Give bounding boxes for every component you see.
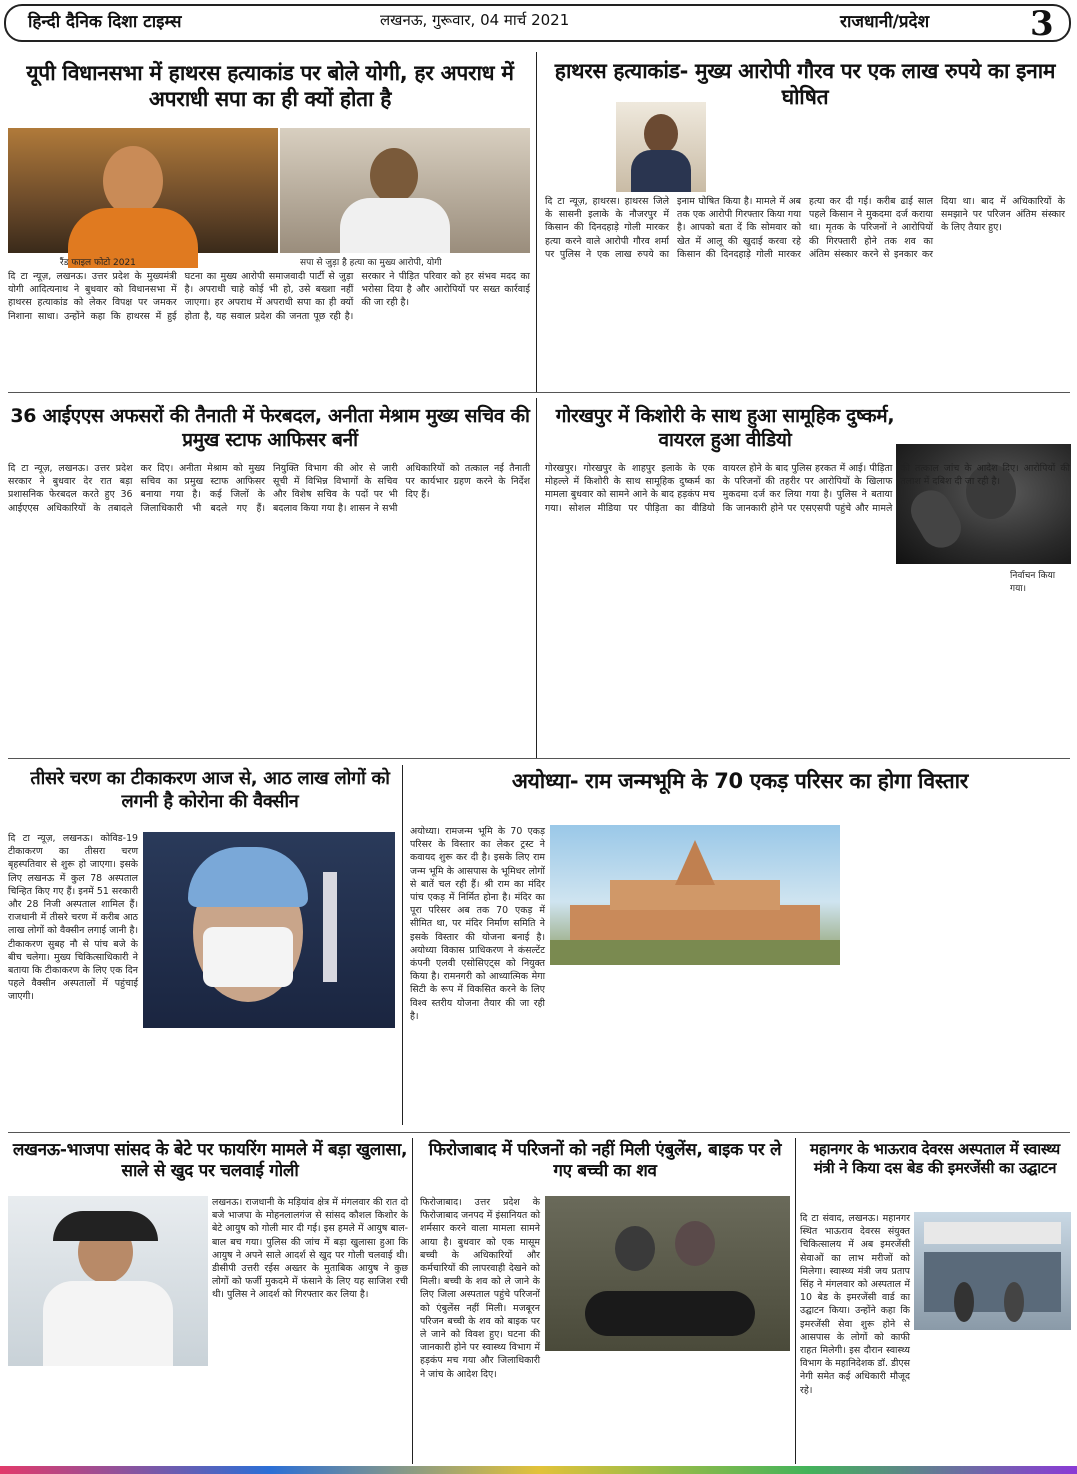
headline-devras-hospital: महानगर के भाऊराव देवरस अस्पताल में स्वास्थ्य मंत्री ने किया दस बेड की इमरजेंसी का उद्घाटन <box>810 1140 1060 1177</box>
story-body-firozabad-cont <box>545 1355 790 1462</box>
story-body-vaccination: दि टा न्यूज़, लखनऊ। कोविड-19 टीकाकरण का तीसरा चरण बृहस्पतिवार से शुरू हो जाएगा। इसके लिए लखनऊ में कुल 78 अस्पताल चिन्हित किए गए हैं। इनमें 51 सरकारी और 28 निजी अस्पताल शामिल हैं। राजधानी में तीसरे चरण में करीब आठ लाख लोगों को वैक्सीन लगाई जानी है। टीकाकरण सुबह नौ से पांच बजे के बीच चलेगा। मुख्य चिकित्साधिकारी ने बताया कि टीकाकरण के लिए एक दिन पहले वैक्सीन अस्पतालों में पहुंचाई जाएगी। <box>8 833 138 1003</box>
story-body-gorakhpur: गोरखपुर। गोरखपुर के शाहपुर इलाके के एक मोहल्ले में किशोरी के साथ सामूहिक दुष्कर्म का मामला बुधवार को सामने आने के बाद हड़कंप मच गया। सोशल मीडिया पर पीड़िता का वीडियो वायरल होने के बाद पुलिस हरकत में आई। पीड़िता के परिजनों की तहरीर पर आरोपियों के खिलाफ मुकदमा दर्ज कर लिया गया है। पुलिस ने बताया कि जानकारी होने पर एसएसपी पहुंचे और मामले की तत्काल जांच के आदेश दिए। आरोपियों की तलाश में दबिश दी जा रही है। <box>545 463 1070 514</box>
column-rule <box>536 52 537 392</box>
section-divider <box>8 758 1070 759</box>
page-number: 3 <box>1030 4 1054 44</box>
photo-yogi <box>8 128 278 253</box>
headline-hathras-reward: हाथरस हत्याकांड- मुख्य आरोपी गौरव पर एक लाख रुपये का इनाम घोषित <box>554 59 1056 110</box>
photo-ayush <box>8 1196 208 1366</box>
photo-bike-family <box>545 1196 790 1351</box>
story-body-ayodhya-right <box>845 825 1070 965</box>
column-rule <box>402 765 403 1125</box>
photo-caption-yogi: रैंड फाइल फोटो 2021 <box>60 258 136 268</box>
photo-hospital <box>914 1212 1071 1330</box>
section-divider <box>8 1132 1070 1133</box>
story-body-ayodhya-col1: अयोध्या। रामजन्म भूमि के 70 एकड़ परिसर के विस्तार का लेकर ट्रस्ट ने कवायद शुरू कर दी है। इसके लिए राम जन्म भूमि के आसपास के भूमिधर लोगों से बातें चल रही हैं। श्री राम का मंदिर पांच एकड़ में निर्मित होना है। मंदिर का पूरा परिसर अब तक 70 एकड़ में सीमित था, पर मंदिर निर्माण समिति ने इसके विस्तार की योजना बनाई है। अयोध्या विकास प्राधिकरण ने कंसल्टेंट कंपनी एलवी एसोसिएट्स को नियुक्त किया है। रामनगरी को आध्यात्मिक मेगा सिटी के रूप में विकसित करने के लिए विश्व स्तरीय योजना तैयार की जा रही है। <box>410 826 545 1022</box>
column-rule <box>536 398 537 758</box>
photo-vaccination <box>143 832 395 1028</box>
headline-hathras-assembly: यूपी विधानसभा में हाथरस हत्याकांड पर बोले योगी, हर अपराध में अपराधी सपा का ही क्यों होता है <box>26 61 514 112</box>
headline-gorakhpur: गोरखपुर में किशोरी के साथ हुआ सामूहिक दुष्कर्म, वायरल हुआ वीडियो <box>555 405 895 451</box>
section-title: राजधानी/प्रदेश <box>840 12 930 32</box>
column-rule <box>412 1138 413 1464</box>
story-body-devras-hospital: दि टा संवाद, लखनऊ। महानगर स्थित भाऊराव देवरस संयुक्त चिकित्सालय में अब इमरजेंसी सेवाओं का लाभ मरीजों को मिलेगा। स्वास्थ्य मंत्री जय प्रताप सिंह ने मंगलवार को अस्पताल में 10 बेड के इमरजेंसी वार्ड का उद्घाटन किया। उन्होंने कहा कि इमरजेंसी सेवा शुरू होने से आसपास के लोगों को काफी राहत मिलेगी। इस दौरान स्वास्थ्य विभाग के महानिदेशक डॉ. डीएस नेगी समेत कई अधिकारी मौजूद रहे। <box>800 1213 910 1396</box>
photo-caption-gorakhpur: निर्वाचन किया गया। <box>1010 571 1056 594</box>
headline-ias-transfer: 36 आईएएस अफसरों की तैनाती में फेरबदल, अनीता मेश्राम मुख्य सचिव की प्रमुख स्टाफ आफिसर बनीं <box>10 405 530 451</box>
column-rule <box>795 1138 796 1464</box>
date-line: लखनऊ, गुरूवार, 04 मार्च 2021 <box>380 11 570 29</box>
photo-official <box>616 102 706 192</box>
story-body-ias-transfer: दि टा न्यूज़, लखनऊ। उत्तर प्रदेश सरकार ने बुधवार देर रात बड़ा प्रशासनिक फेरबदल करते हुए 36 आईएएस अधिकारियों के तबादले कर दिए। अनीता मेश्राम को मुख्य सचिव का प्रमुख स्टाफ आफिसर बनाया गया है। कई जिलों के जिलाधिकारी भी बदले गए हैं। नियुक्ति विभाग की ओर से जारी सूची में विभिन्न विभागों के सचिव और विशेष सचिव के पदों पर भी बदलाव किया गया है। शासन ने सभी अधिकारियों को तत्काल नई तैनाती पर कार्यभार ग्रहण करने के निर्देश दिए हैं। <box>8 463 530 514</box>
story-body-hathras-reward: दि टा न्यूज़, हाथरस। हाथरस जिले के सासनी इलाके के नौजरपुर में किसान की दिनदहाड़े गोली मारकर हत्या करने वाले आरोपी गौरव शर्मा पर पुलिस ने एक लाख रुपये का इनाम घोषित किया है। मामले में अब तक एक आरोपी गिरफ्तार किया गया है। आपको बता दें कि सोमवार को खेत में आलू की खुदाई करवा रहे किसान की दिनदहाड़े गोली मारकर हत्या कर दी गई। करीब ढाई साल पहले किसान ने मुकदमा दर्ज कराया था। मृतक के परिजनों ने आरोपियों की गिरफ्तारी होने तक शव का अंतिम संस्कार करने से इनकार कर दिया था। बाद में अधिकारियों के समझाने पर परिजन अंतिम संस्कार के लिए तैयार हुए। <box>545 196 1065 260</box>
story-body-firozabad: फिरोजाबाद। उत्तर प्रदेश के फिरोजाबाद जनपद में इंसानियत को शर्मसार करने वाला मामला सामने आया है। बुधवार को एक मासूम बच्ची के अधिकारियों और कर्मचारियों की लापरवाही देखने को मिली। बच्ची के शव को ले जाने के लिए जिला अस्पताल पहुंचे परिजनों को एंबुलेंस नहीं मिली। मजबूरन परिजन बच्ची के शव को बाइक पर ले जाने को विवश हुए। घटना की जानकारी होने पर स्वास्थ्य विभाग में हड़कंप मच गया और जिलाधिकारी ने जांच के आदेश दिए। <box>420 1197 540 1380</box>
headline-lucknow-mp: लखनऊ-भाजपा सांसद के बेटे पर फायरिंग मामले में बड़ा खुलासा, साले से खुद पर चलवाई गोली <box>12 1140 408 1182</box>
headline-vaccination: तीसरे चरण का टीकाकरण आज से, आठ लाख लोगों को लगनी है कोरोना की वैक्सीन <box>30 768 390 812</box>
story-body-ayodhya <box>410 968 1070 1128</box>
headline-ayodhya: अयोध्या- राम जन्मभूमि के 70 एकड़ परिसर का होगा विस्तार <box>511 769 969 793</box>
headline-firozabad: फिरोजाबाद में परिजनों को नहीं मिली एंबुलेंस, बाइक पर ले गए बच्ची का शव <box>428 1140 782 1182</box>
masthead-ghost-print <box>18 42 538 62</box>
photo-ram-temple <box>550 825 840 965</box>
story-body-lucknow-mp: लखनऊ। राजधानी के मड़ियांव क्षेत्र में मंगलवार की रात दो बजे भाजपा के मोहनलालगंज से सांसद कौशल किशोर के बेटे आयुष को गोली मार दी गई। इस हमले में आयुष बाल-बाल बच गया। पुलिस की जांच में बड़ा खुलासा हुआ कि आयुष ने अपने साले आदर्श से खुद पर गोली चलवाई थी। डीसीपी उत्तरी रईस अख्तर के मुताबिक आयुष ने कुछ लोगों को फर्जी मुकदमे में फंसाने के लिए यह साजिश रची थी। पुलिस ने आदर्श को गिरफ्तार कर लिया है। <box>212 1197 408 1301</box>
photo-caption-assembly: सपा से जुड़ा है हत्या का मुख्य आरोपी, योगी <box>300 258 442 268</box>
story-body-hathras-assembly: दि टा न्यूज़, लखनऊ। उत्तर प्रदेश के मुख्यमंत्री योगी आदित्यनाथ ने बुधवार को विधानसभा में हाथरस हत्याकांड को लेकर विपक्ष पर जमकर निशाना साधा। उन्होंने कहा कि हाथरस में हुई घटना का मुख्य आरोपी समाजवादी पार्टी से जुड़ा है। अपराधी चाहे कोई भी हो, उसे बख्शा नहीं जाएगा। हर अपराध में अपराधी सपा का ही क्यों होता है, यह सवाल प्रदेश की जनता पूछ रही है। सरकार ने पीड़ित परिवार को हर संभव मदद का भरोसा दिया है और आरोपियों पर सख्त कार्रवाई की जा रही है। <box>8 271 530 322</box>
photo-assembly <box>280 128 530 253</box>
section-divider <box>8 392 1070 393</box>
paper-name: हिन्दी दैनिक दिशा टाइम्स <box>28 12 182 32</box>
story-body-devras-hospital-cont <box>914 1334 1071 1462</box>
footer-color-strip <box>0 1466 1077 1474</box>
story-body-lucknow-mp-cont <box>8 1370 408 1462</box>
story-body-vaccination-cont <box>143 1030 395 1130</box>
